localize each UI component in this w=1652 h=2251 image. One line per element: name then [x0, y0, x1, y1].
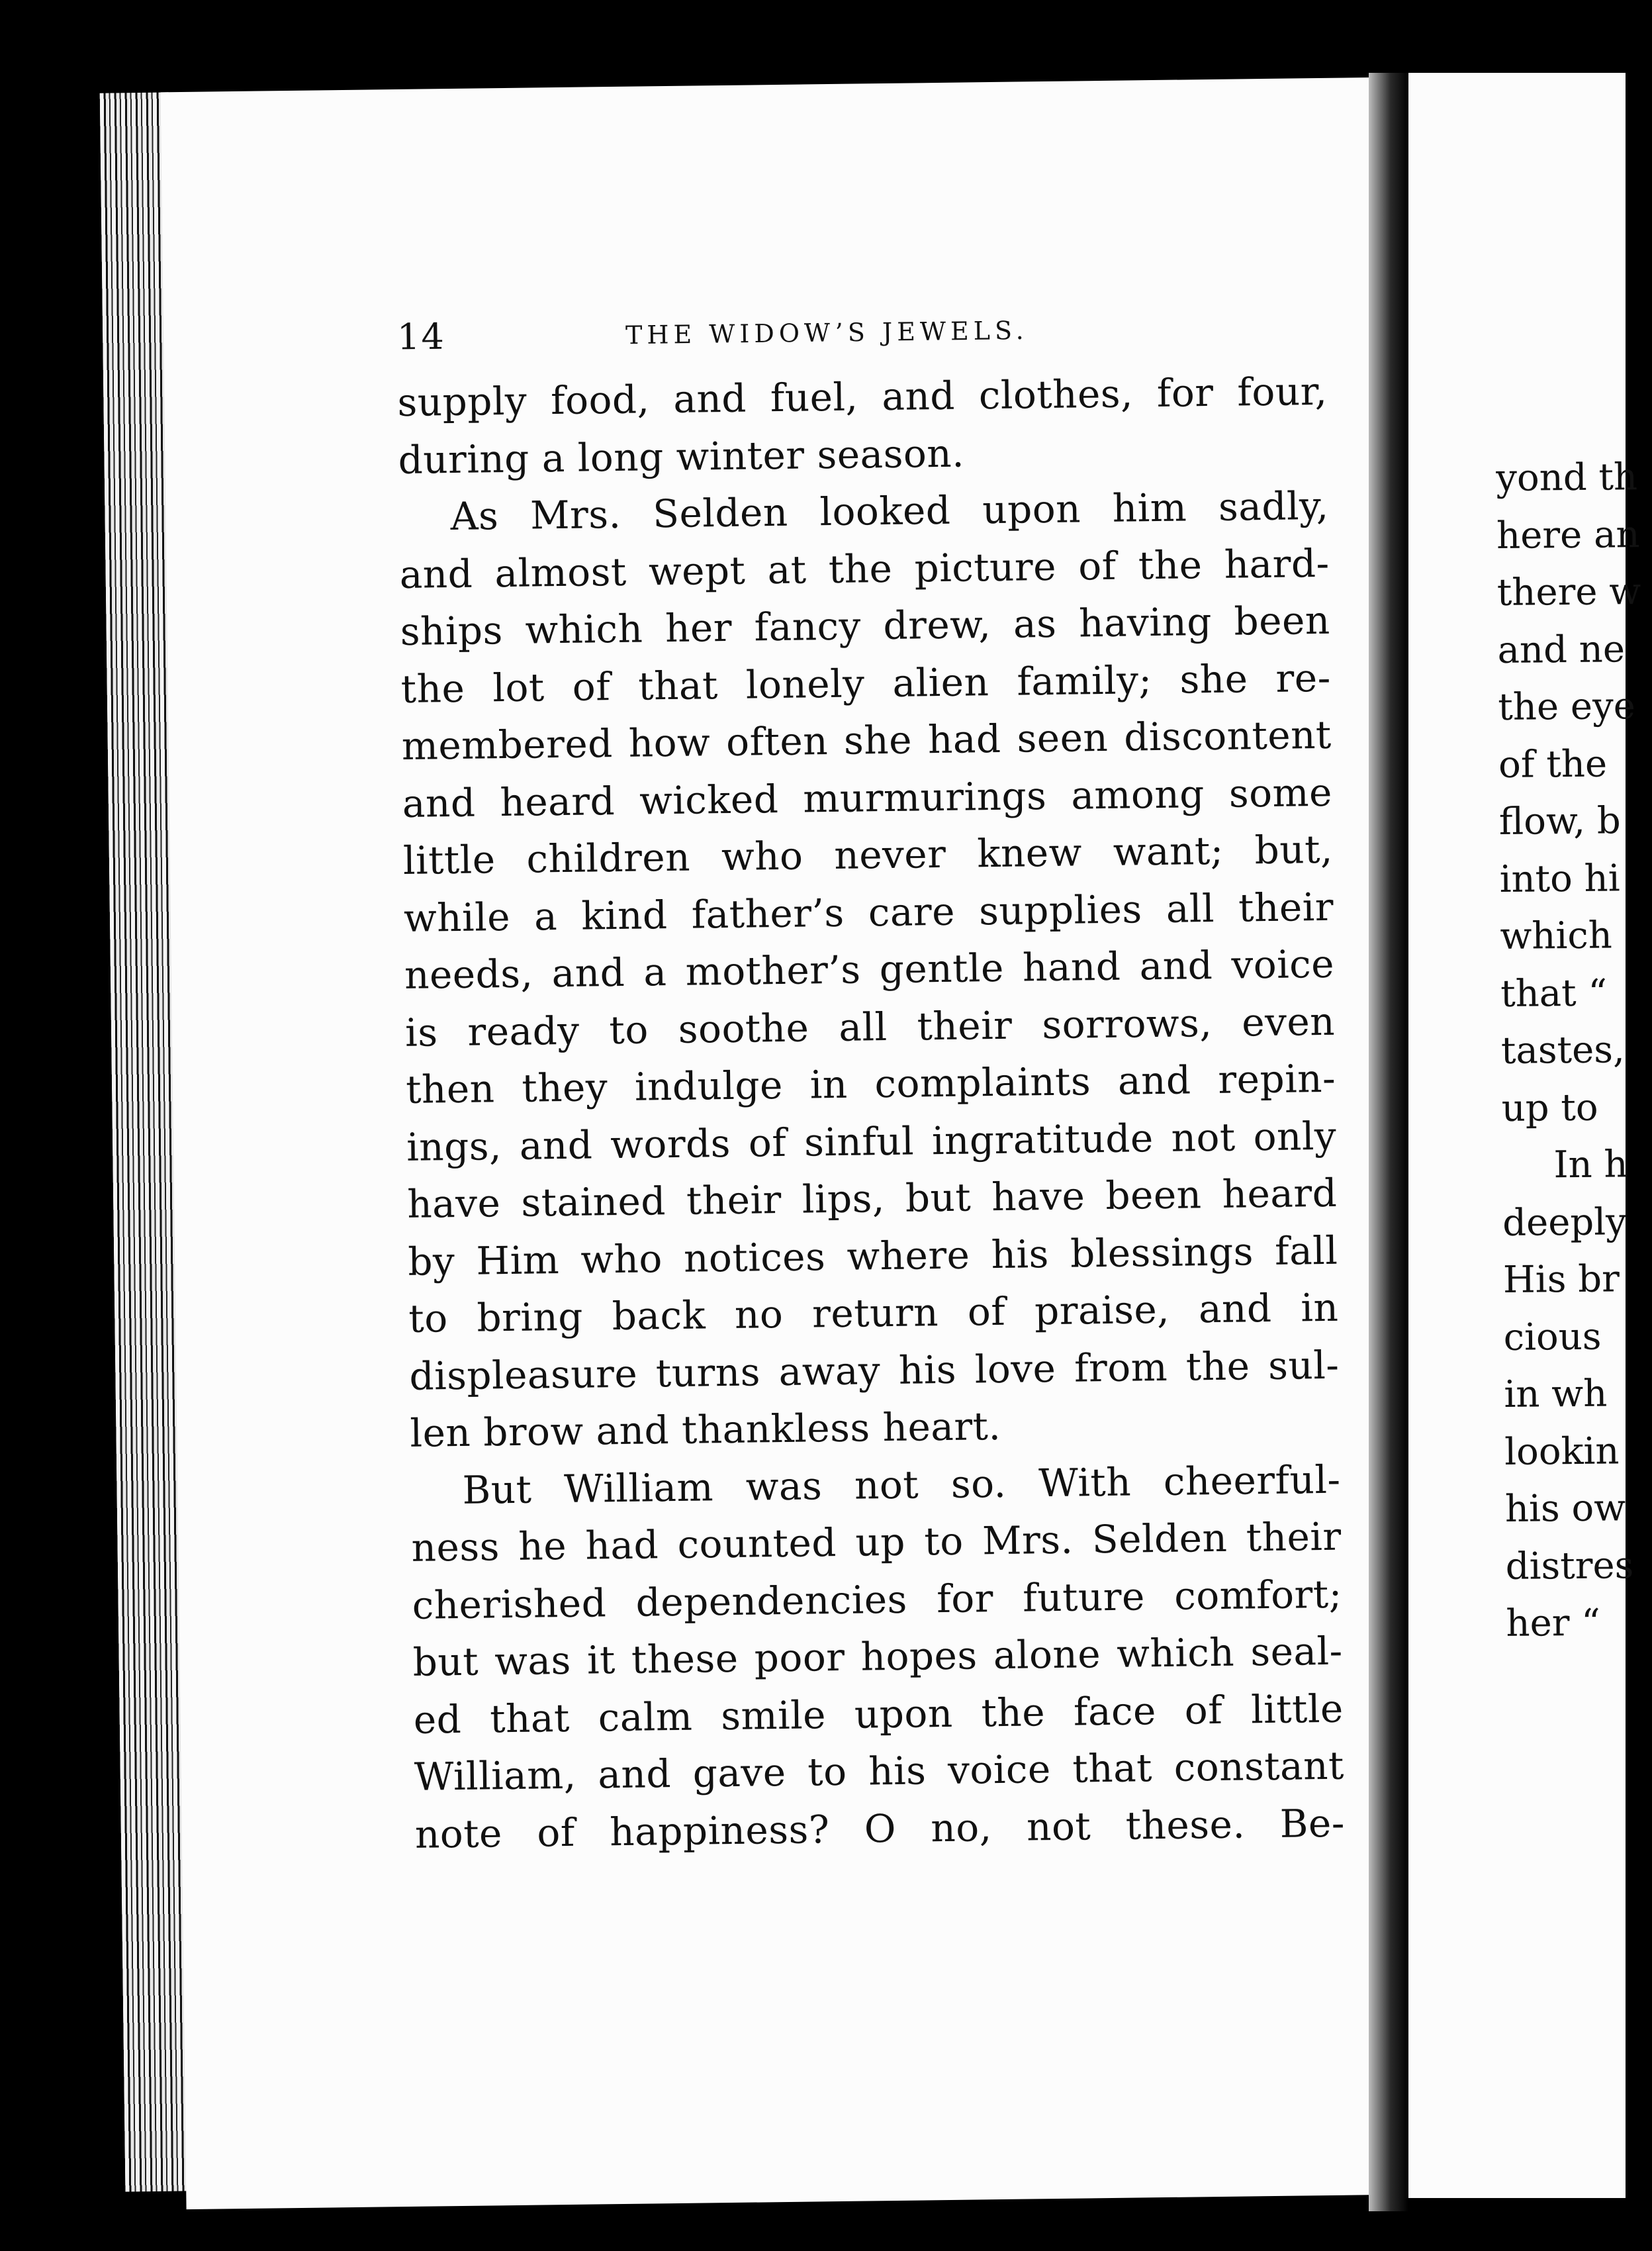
- text-line: the lot of that lonely alien family; she re-: [400, 655, 1332, 712]
- text-line: displeasure turns away his love from the sul-: [409, 1342, 1340, 1399]
- text-line: but was it these poor hopes alone which seal-: [412, 1628, 1344, 1685]
- right-text-line: his ow: [1504, 1486, 1626, 1531]
- text-line: have stained their lips, but have been heard: [406, 1170, 1338, 1227]
- text-line: ness he had counted up to Mrs. Selden their: [411, 1513, 1342, 1570]
- right-page: [1408, 73, 1641, 2198]
- right-text-line: yond th: [1496, 455, 1638, 500]
- book-gutter: [1369, 73, 1408, 2211]
- right-page-text: [1496, 449, 1652, 1652]
- text-line: by Him who notices where his blessings fall: [407, 1227, 1338, 1284]
- right-text-line: cious: [1503, 1315, 1602, 1359]
- text-line: membered how often she had seen discontent: [401, 712, 1332, 769]
- right-text-line: into hi: [1499, 856, 1620, 901]
- text-line: note of happiness? O no, not these. Be-: [414, 1800, 1346, 1857]
- right-text-line: of the: [1498, 742, 1608, 787]
- text-line: ings, and words of sinful ingratitude not only: [406, 1113, 1337, 1170]
- text-line: William, and gave to his voice that constant: [414, 1743, 1345, 1799]
- text-line: cherished dependencies for future comfort;: [412, 1571, 1343, 1628]
- right-text-line: here an: [1496, 512, 1640, 557]
- right-text-line: which: [1500, 914, 1613, 958]
- right-text-line: lookin: [1504, 1429, 1620, 1474]
- text-line: little children who never knew want; but,: [402, 826, 1334, 883]
- text-line: len brow and thankless heart.: [410, 1403, 1001, 1456]
- text-line: and heard wicked murmurings among some: [402, 769, 1333, 826]
- page-number: 14: [396, 315, 446, 358]
- text-line: needs, and a mother’s gentle hand and voice: [404, 941, 1335, 998]
- right-text-line: in wh: [1504, 1372, 1608, 1416]
- text-line: As Mrs. Selden looked upon him sadly,: [450, 483, 1329, 540]
- right-text-line: flow, b: [1498, 799, 1621, 843]
- right-text-line: tastes,: [1500, 1028, 1626, 1073]
- text-line: But William was not so. With cheerful-: [462, 1457, 1341, 1513]
- right-text-line: deeply: [1502, 1200, 1627, 1245]
- right-text-line: there w: [1496, 570, 1641, 614]
- text-line: then they indulge in complaints and repin-: [405, 1055, 1336, 1112]
- right-text-line: up to: [1501, 1086, 1598, 1130]
- right-text-line: her “: [1506, 1601, 1601, 1645]
- text-line: while a kind father’s care supplies all their: [403, 884, 1334, 941]
- text-line: to bring back no return of praise, and in: [408, 1284, 1339, 1341]
- right-text-line: In h: [1553, 1143, 1628, 1187]
- right-text-line: His br: [1502, 1257, 1620, 1302]
- text-line: supply food, and fuel, and clothes, for four,: [397, 368, 1328, 425]
- running-title: THE WIDOW’S JEWELS.: [625, 315, 1029, 350]
- right-text-line: distres: [1505, 1543, 1634, 1588]
- text-line: ed that calm smile upon the face of little: [413, 1686, 1344, 1743]
- body-text: [397, 363, 1345, 1863]
- right-text-line: the eye: [1498, 685, 1636, 729]
- text-line: during a long winter season.: [398, 430, 965, 483]
- right-text-line: and ne: [1497, 627, 1626, 672]
- text-line: and almost wept at the picture of the hard-: [399, 540, 1330, 597]
- right-text-line: that “: [1500, 971, 1608, 1016]
- text-line: ships which her fancy drew, as having been: [400, 597, 1331, 654]
- text-line: is ready to soothe all their sorrows, even: [404, 998, 1336, 1055]
